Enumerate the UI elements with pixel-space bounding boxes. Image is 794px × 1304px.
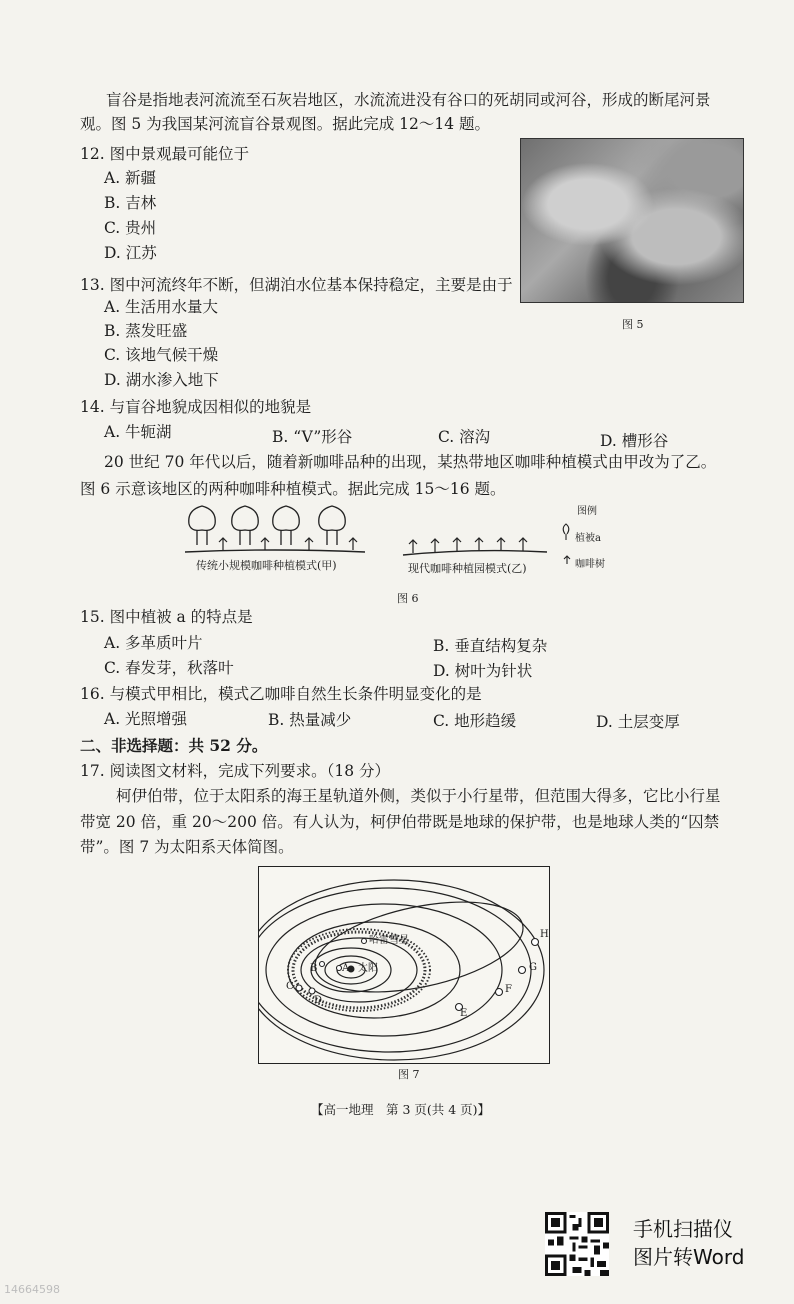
fig7-label-c: C xyxy=(286,981,294,992)
scanner-text-line-2: 图片转Word xyxy=(633,1245,745,1269)
q17-passage-2: 带宽 20 倍，重 20～200 倍。有人认为，柯伊伯带既是地球的保护带，也是地球人类的“囚禁 xyxy=(80,813,720,831)
q12-stem: 12. 图中景观最可能位于 xyxy=(80,145,250,163)
fig7-label-g: G xyxy=(529,962,537,973)
q16-option-a: A. 光照增强 xyxy=(104,710,188,728)
fig7-label-sun: 太阳 xyxy=(358,963,378,974)
q12-option-a: A. 新疆 xyxy=(104,169,157,187)
fig6-legend-vegetation: 植被a xyxy=(575,533,601,544)
q14-option-a: A. 牛轭湖 xyxy=(104,423,172,441)
fig5-photo xyxy=(520,138,744,303)
q16-stem: 16. 与模式甲相比，模式乙咖啡自然生长条件明显变化的是 xyxy=(80,685,482,703)
q16-option-c: C. 地形趋缓 xyxy=(433,712,517,730)
scanner-text-line-1: 手机扫描仪 xyxy=(633,1217,733,1241)
q17-passage-3: 带”。图 7 为太阳系天体简图。 xyxy=(80,838,294,856)
q15-option-a: A. 多革质叶片 xyxy=(104,634,203,652)
fig7-label-h: H xyxy=(540,929,549,940)
fig7-label-d: D xyxy=(314,995,323,1006)
fig7-caption: 图 7 xyxy=(398,1068,420,1081)
passage2-line-1: 20 世纪 70 年代以后，随着新咖啡品种的出现，某热带地区咖啡种植模式由甲改为了乙。 xyxy=(104,453,717,471)
q16-option-d: D. 土层变厚 xyxy=(596,713,680,731)
q13-option-b: B. 蒸发旺盛 xyxy=(104,322,188,340)
section2-heading: 二、非选择题：共 52 分。 xyxy=(80,736,268,755)
qr-code-icon xyxy=(545,1212,609,1276)
q15-stem: 15. 图中植被 a 的特点是 xyxy=(80,608,253,626)
q12-option-c: C. 贵州 xyxy=(104,219,157,237)
q15-option-c: C. 春发芽，秋落叶 xyxy=(104,659,234,677)
q12-option-b: B. 吉林 xyxy=(104,194,157,212)
q13-option-d: D. 湖水渗入地下 xyxy=(104,371,219,389)
fig6-legend-title: 图例 xyxy=(577,506,597,517)
passage2-line-2: 图 6 示意该地区的两种咖啡种植模式。据此完成 15～16 题。 xyxy=(80,480,506,498)
q15-option-b: B. 垂直结构复杂 xyxy=(433,637,548,655)
q17-passage-1: 柯伊伯带，位于太阳系的海王星轨道外侧，类似于小行星带，但范围大得多，它比小行星 xyxy=(116,787,721,805)
fig6-label-jia: 传统小规模咖啡种植模式(甲) xyxy=(196,559,337,572)
intro-line-2: 观。图 5 为我国某河流盲谷景观图。据此完成 12～14 题。 xyxy=(80,115,491,133)
fig7-label-e: E xyxy=(460,1008,468,1019)
page-footer: 【高一地理 第 3 页(共 4 页)】 xyxy=(311,1102,491,1117)
fig5-caption: 图 5 xyxy=(622,318,644,331)
intro-line-1: 盲谷是指地表河流流至石灰岩地区，水流流进没有谷口的死胡同或河谷，形成的断尾河景 xyxy=(106,91,711,109)
fig7-solar-system-diagram xyxy=(258,866,550,1064)
fig7-label-comet: 哈雷彗星 xyxy=(369,935,409,946)
q13-stem: 13. 图中河流终年不断，但湖泊水位基本保持稳定，主要是由于 xyxy=(80,276,513,294)
q13-option-c: C. 该地气候干燥 xyxy=(104,346,219,364)
fig6-label-yi: 现代咖啡种植园模式(乙) xyxy=(408,562,527,575)
fig7-label-b: B xyxy=(310,963,318,974)
q14-option-b: B. “V”形谷 xyxy=(272,428,353,446)
q14-option-d: D. 槽形谷 xyxy=(600,432,669,450)
q12-option-d: D. 江苏 xyxy=(104,244,157,262)
q16-option-b: B. 热量减少 xyxy=(268,711,352,729)
fig7-label-a: A xyxy=(342,963,350,974)
fig7-orbits xyxy=(259,867,549,1063)
q13-option-a: A. 生活用水量大 xyxy=(104,298,219,316)
q14-stem: 14. 与盲谷地貌成因相似的地貌是 xyxy=(80,398,312,416)
fig6-legend-coffee: 咖啡树 xyxy=(575,559,605,570)
q17-stem: 17. 阅读图文材料，完成下列要求。（18 分） xyxy=(80,762,390,780)
fig6-caption: 图 6 xyxy=(397,592,419,605)
watermark-id: 14664598 xyxy=(4,1283,60,1296)
q15-option-d: D. 树叶为针状 xyxy=(433,662,533,680)
q14-option-c: C. 溶沟 xyxy=(438,428,491,446)
fig7-label-f: F xyxy=(505,984,512,995)
